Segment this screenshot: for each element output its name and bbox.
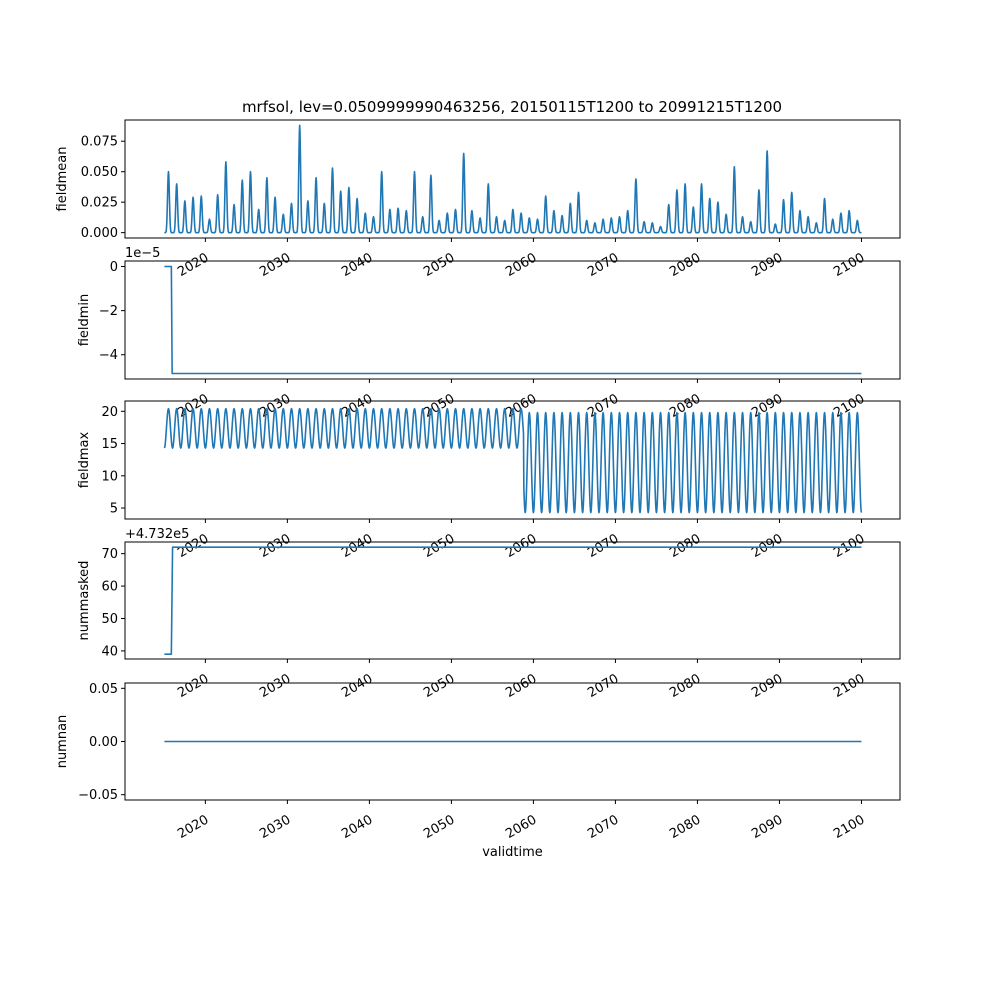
x-tick-label: 2060	[503, 250, 540, 281]
y-tick-label: 5	[109, 501, 118, 517]
x-tick-label: 2050	[421, 531, 458, 562]
y-tick-label: 0.05	[89, 681, 118, 697]
y-tick-label: 0	[109, 260, 118, 276]
y-tick-label: 0.025	[80, 195, 118, 211]
x-tick-label: 2050	[421, 250, 458, 281]
y-tick-label: −4	[98, 348, 118, 364]
y-tick-label: 50	[101, 611, 118, 627]
axis-offset-text: +4.732e5	[125, 527, 190, 542]
x-tick-label: 2100	[831, 531, 868, 562]
x-tick-label: 2040	[339, 812, 376, 843]
y-axis-label: nummasked	[77, 560, 92, 641]
x-tick-label: 2050	[421, 671, 458, 702]
x-tick-label: 2070	[585, 812, 622, 843]
x-tick-label: 2020	[175, 671, 212, 702]
y-tick-label: −0.05	[78, 788, 118, 804]
x-tick-label: 2040	[339, 531, 376, 562]
axis-offset-text: 1e−5	[125, 246, 161, 261]
x-tick-label: 2020	[175, 391, 212, 422]
x-tick-label: 2060	[503, 391, 540, 422]
x-tick-label: 2030	[257, 250, 294, 281]
x-tick-label: 2030	[257, 812, 294, 843]
x-tick-label: 2090	[749, 812, 786, 843]
y-axis-label: fieldmean	[55, 146, 70, 212]
y-tick-label: 0.050	[80, 165, 118, 181]
x-tick-label: 2030	[257, 531, 294, 562]
y-tick-label: 20	[101, 404, 118, 420]
x-tick-label: 2090	[749, 391, 786, 422]
x-tick-label: 2080	[667, 391, 704, 422]
x-axis-label: validtime	[482, 845, 543, 860]
x-tick-label: 2080	[667, 812, 704, 843]
x-tick-label: 2090	[749, 531, 786, 562]
y-tick-label: 0.00	[89, 735, 118, 750]
x-tick-label: 2060	[503, 812, 540, 843]
x-tick-label: 2070	[585, 531, 622, 562]
y-tick-label: 40	[101, 644, 118, 660]
y-tick-label: 0.000	[80, 226, 118, 242]
x-tick-label: 2020	[175, 812, 212, 843]
x-tick-label: 2100	[831, 250, 868, 281]
x-tick-label: 2100	[831, 391, 868, 422]
y-tick-label: 0.075	[80, 134, 118, 150]
y-axis-label: fieldmin	[77, 293, 92, 347]
x-tick-label: 2040	[339, 250, 376, 281]
x-tick-label: 2050	[421, 812, 458, 843]
x-tick-label: 2020	[175, 250, 212, 281]
x-tick-label: 2090	[749, 250, 786, 281]
y-tick-label: 70	[101, 547, 118, 563]
x-tick-label: 2080	[667, 250, 704, 281]
x-tick-label: 2060	[503, 671, 540, 702]
x-tick-label: 2020	[175, 531, 212, 562]
x-tick-label: 2070	[585, 391, 622, 422]
x-tick-label: 2040	[339, 671, 376, 702]
chart-title: mrfsol, lev=0.0509999990463256, 20150115T1200 to 20991215T1200	[241, 98, 783, 116]
y-axis-label: numnan	[55, 714, 70, 769]
x-tick-label: 2080	[667, 671, 704, 702]
x-tick-label: 2060	[503, 531, 540, 562]
y-axis-label: fieldmax	[77, 431, 92, 489]
x-tick-label: 2030	[257, 671, 294, 702]
x-tick-label: 2080	[667, 531, 704, 562]
y-tick-label: 60	[101, 579, 118, 595]
x-tick-label: 2050	[421, 391, 458, 422]
x-tick-label: 2100	[831, 671, 868, 702]
x-tick-label: 2070	[585, 250, 622, 281]
y-tick-label: −2	[98, 304, 118, 320]
x-tick-label: 2040	[339, 391, 376, 422]
x-tick-label: 2030	[257, 391, 294, 422]
x-tick-label: 2070	[585, 671, 622, 702]
y-tick-label: 10	[101, 469, 118, 485]
x-tick-label: 2100	[831, 812, 868, 843]
y-tick-label: 15	[101, 437, 118, 453]
x-tick-label: 2090	[749, 671, 786, 702]
